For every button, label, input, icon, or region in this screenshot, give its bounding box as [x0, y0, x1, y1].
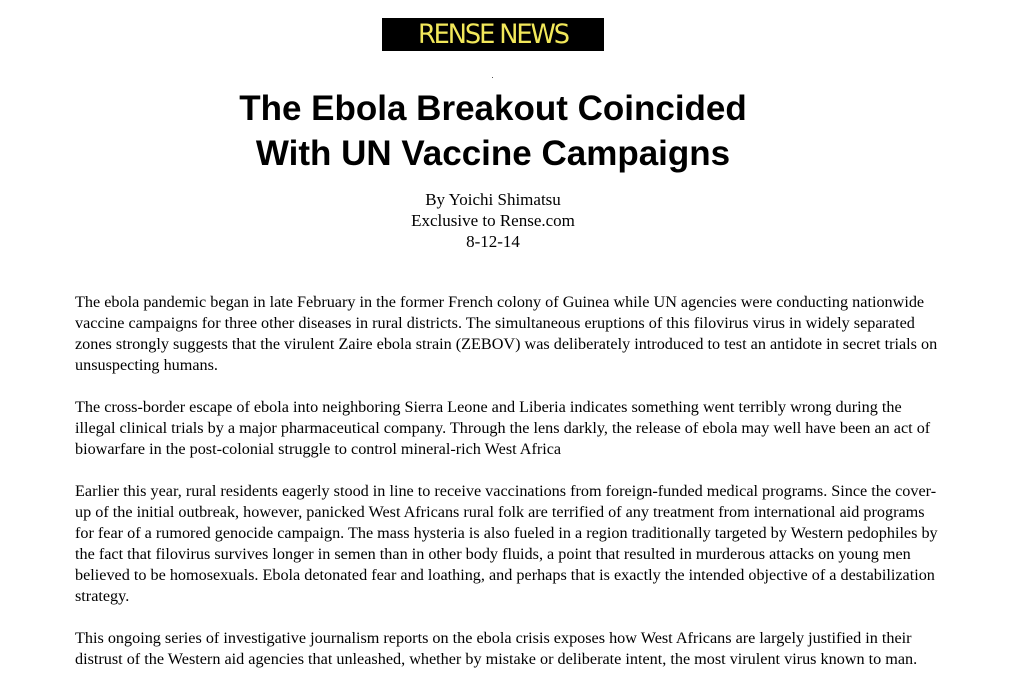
byline-outlet: Exclusive to Rense.com: [411, 211, 575, 230]
article-paragraph-2: The cross-border escape of ebola into neighboring Sierra Leone and Liberia indicates something went terribly wrong during the illegal clinical trials by a major pharmaceutical company. Through the lens darkly, the release of ebola may well have been an act of biowarfare in the post-colonial struggle to control mineral-rich West Africa: [75, 398, 931, 458]
article-headline: [0, 86, 986, 176]
byline-date: 8-12-14: [466, 232, 520, 251]
article-body: [75, 292, 945, 691]
byline-author: By Yoichi Shimatsu: [425, 190, 561, 209]
headline-line-2: With UN Vaccine Campaigns: [255, 134, 731, 173]
decorative-dot: [492, 77, 493, 78]
article-paragraph-1: The ebola pandemic began in late February in the former French colony of Guinea while UN agencies were conducting nationwide vaccine campaigns for three other diseases in rural districts. The simultaneous eruptions of this filovirus virus in widely separated zones strongly suggests that the virulent Zaire ebola strain (ZEBOV) was deliberately introduced to test an antidote in secret trials on unsuspecting humans.: [75, 293, 938, 374]
article-paragraph-3: Earlier this year, rural residents eagerly stood in line to receive vaccinations from foreign-funded medical programs. Since the cover-up of the initial outbreak, however, panicked West Africans rural folk are terrified of any treatment from international aid programs for fear of a rumored genocide campaign. The mass hysteria is also fueled in a region traditionally targeted by Western pedophiles by the fact that filovirus survives longer in semen than in other body fluids, a point that resulted in murderous attacks on young men believed to be homosexuals. Ebola detonated fear and loathing, and perhaps that is exactly the intended objective of a destabilization strategy.: [75, 482, 938, 605]
byline: [0, 189, 986, 252]
rense-news-logo[interactable]: [382, 18, 604, 51]
logo-text: RENSE NEWS: [417, 19, 568, 50]
article-paragraph-4: This ongoing series of investigative journalism reports on the ebola crisis exposes how West Africans are largely justified in their distrust of the Western aid agencies that unleashed, whether by mistake or deliberate intent, the most virulent virus known to man.: [75, 629, 918, 668]
headline-line-1: The Ebola Breakout Coincided: [239, 89, 747, 128]
